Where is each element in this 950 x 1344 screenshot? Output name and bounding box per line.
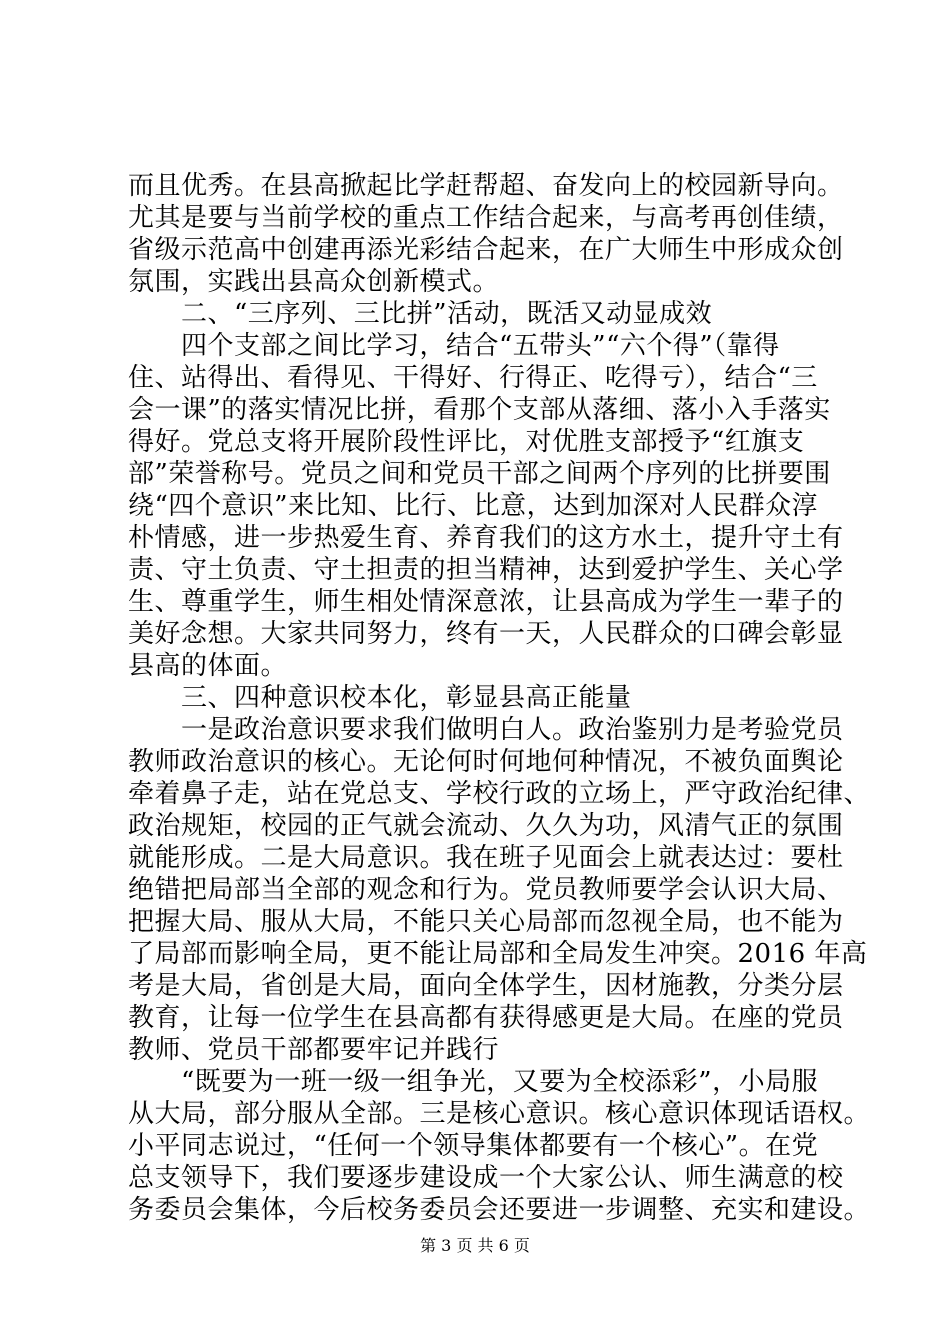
text-line: 美好念想。大家共同努力，终有一天，人民群众的口碑会彰显: [128, 619, 844, 649]
text-line: 绕“四个意识”来比知、比行、比意，达到加深对人民群众淳: [128, 491, 819, 521]
text-line: 得好。党总支将开展阶段性评比，对优胜支部授予“红旗支: [128, 427, 805, 457]
text-line: 从大局，部分服从全部。三是核心意识。核心意识体现话语权。: [128, 1099, 871, 1129]
text-line: 教师政治意识的核心。无论何时何地何种情况，不被负面舆论: [128, 747, 844, 777]
text-line: 会一课”的落实情况比拼，看那个支部从落细、落小入手落实: [128, 395, 831, 425]
text-line: “既要为一班一级一组争光，又要为全校添彩”，小局服: [128, 1067, 819, 1097]
text-line: 政治规矩，校园的正气就会流动、久久为功，风清气正的氛围: [128, 811, 844, 841]
text-line: 尤其是要与当前学校的重点工作结合起来，与高考再创佳绩，: [128, 203, 844, 233]
text-line: 住、站得出、看得见、干得好、行得正、吃得亏），结合“三: [128, 363, 818, 393]
page-number-label: 第 3 页 共 6 页: [420, 1236, 530, 1255]
text-line: 绝错把局部当全部的观念和行为。党员教师要学会认识大局、: [128, 875, 844, 905]
body-text: [128, 170, 871, 1226]
text-line: 把握大局、服从大局，不能只关心局部而忽视全局，也不能为: [128, 907, 844, 937]
section-heading: 二、“三序列、三比拼”活动，既活又动显成效: [128, 299, 713, 329]
text-line: 朴情感，进一步热爱生育、养育我们的这方水土，提升守土有: [128, 523, 844, 553]
page-footer: [0, 1236, 950, 1256]
text-line: 总支领导下，我们要逐步建设成一个大家公认、师生满意的校: [128, 1163, 844, 1193]
text-line: 了局部而影响全局，更不能让局部和全局发生冲突。2016 年高: [128, 939, 868, 969]
text-line: 县高的体面。: [128, 651, 288, 681]
text-line: 务委员会集体，今后校务委员会还要进一步调整、充实和建设。: [128, 1195, 871, 1225]
text-line: 教育，让每一位学生在县高都有获得感更是大局。在座的党员: [128, 1003, 844, 1033]
text-line: 教师、党员干部都要牢记并践行: [128, 1035, 500, 1065]
text-line: 考是大局，省创是大局，面向全体学生，因材施教，分类分层: [128, 971, 844, 1001]
text-line: 氛围，实践出县高众创新模式。: [128, 267, 500, 297]
section-heading: 三、四种意识校本化，彰显县高正能量: [128, 683, 632, 713]
text-line: 责、守土负责、守土担责的担当精神，达到爱护学生、关心学: [128, 555, 844, 585]
text-line: 牵着鼻子走，站在党总支、学校行政的立场上，严守政治纪律、: [128, 779, 871, 809]
text-line: 而且优秀。在县高掀起比学赶帮超、奋发向上的校园新导向。: [128, 171, 844, 201]
text-line: 部”荣誉称号。党员之间和党员干部之间两个序列的比拼要围: [128, 459, 831, 489]
text-line: 一是政治意识要求我们做明白人。政治鉴别力是考验党员: [128, 715, 844, 745]
text-line: 生、尊重学生，师生相处情深意浓，让县高成为学生一辈子的: [128, 587, 844, 617]
text-line: 省级示范高中创建再添光彩结合起来，在广大师生中形成众创: [128, 235, 844, 265]
text-line: 就能形成。二是大局意识。我在班子见面会上就表达过：要杜: [128, 843, 844, 873]
text-line: 四个支部之间比学习，结合“五带头”“六个得”（靠得: [128, 331, 780, 361]
text-line: 小平同志说过，“任何一个领导集体都要有一个核心”。在党: [128, 1131, 819, 1161]
